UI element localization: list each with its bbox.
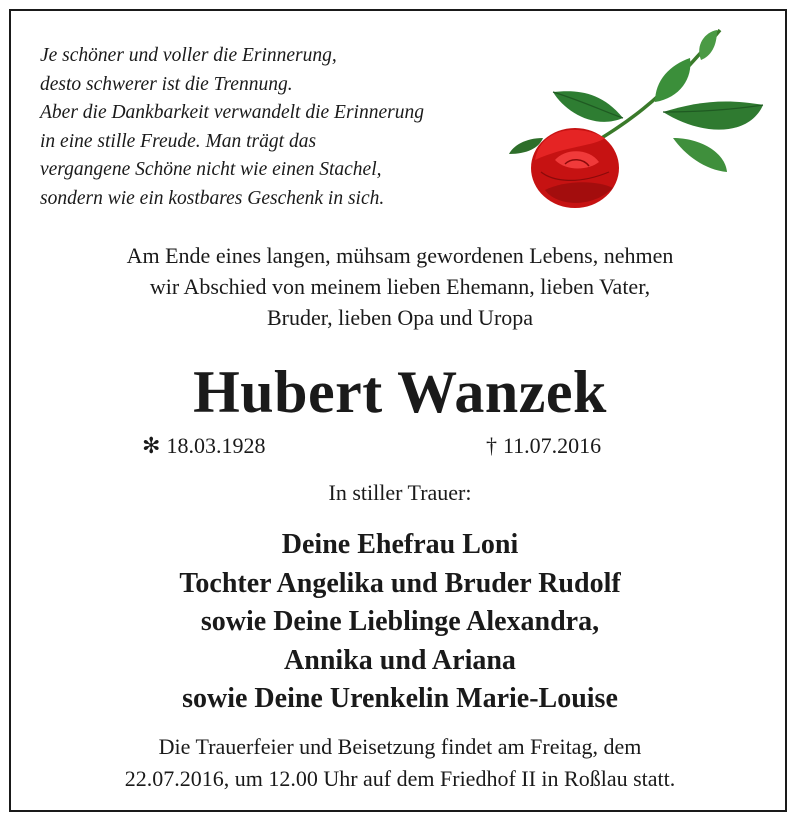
red-rose-image [505, 20, 775, 220]
birth-star-icon: ✻ [142, 433, 161, 458]
mourning-label: In stiller Trauer: [328, 480, 472, 505]
poem-line: vergangene Schöne nicht wie einen Stachel, [40, 159, 382, 180]
death-cross-icon: † [486, 433, 497, 458]
service-line: Die Trauerfeier und Beisetzung findet am Freitag, dem [158, 734, 642, 759]
poem-line: in eine stille Freude. Man trägt das [40, 130, 317, 152]
intro-line: Bruder, lieben Opa und Uropa [266, 305, 534, 330]
birth-date-line [142, 431, 265, 461]
intro-line: wir Abschied von meinem lieben Ehemann, lieben Vater, [149, 274, 651, 299]
mourner-line: sowie Deine Urenkelin Marie-Louise [182, 683, 618, 714]
mourner-line: Deine Ehefrau Loni [281, 529, 519, 560]
mourner-line: Annika und Ariana [284, 644, 516, 676]
poem-line: sondern wie ein kostbares Geschenk in sich. [40, 187, 385, 209]
intro-line: Am Ende eines langen, mühsam gewordenen Lebens, nehmen [126, 243, 674, 268]
deceased-name: Hubert Wanzek [193, 359, 607, 425]
death-date-line [486, 431, 601, 461]
poem-line: Aber die Dankbarkeit verwandelt die Erinnerung [40, 102, 424, 123]
mourner-line: Tochter Angelika und Bruder Rudolf [179, 567, 621, 599]
poem-line: desto schwerer ist die Trennung. [40, 73, 293, 95]
funeral-service-info [0, 731, 800, 794]
poem-line: Je schöner und voller die Erinnerung, [40, 45, 337, 66]
death-date: 11.07.2016 [503, 433, 602, 458]
service-line: 22.07.2016, um 12.00 Uhr auf dem Friedhof II in Roßlau statt. [124, 765, 676, 791]
memorial-poem [40, 42, 520, 213]
birth-date: 18.03.1928 [166, 433, 266, 458]
farewell-intro [20, 240, 780, 333]
mourners-list [0, 526, 800, 719]
mourner-line: sowie Deine Lieblinge Alexandra, [200, 606, 600, 637]
